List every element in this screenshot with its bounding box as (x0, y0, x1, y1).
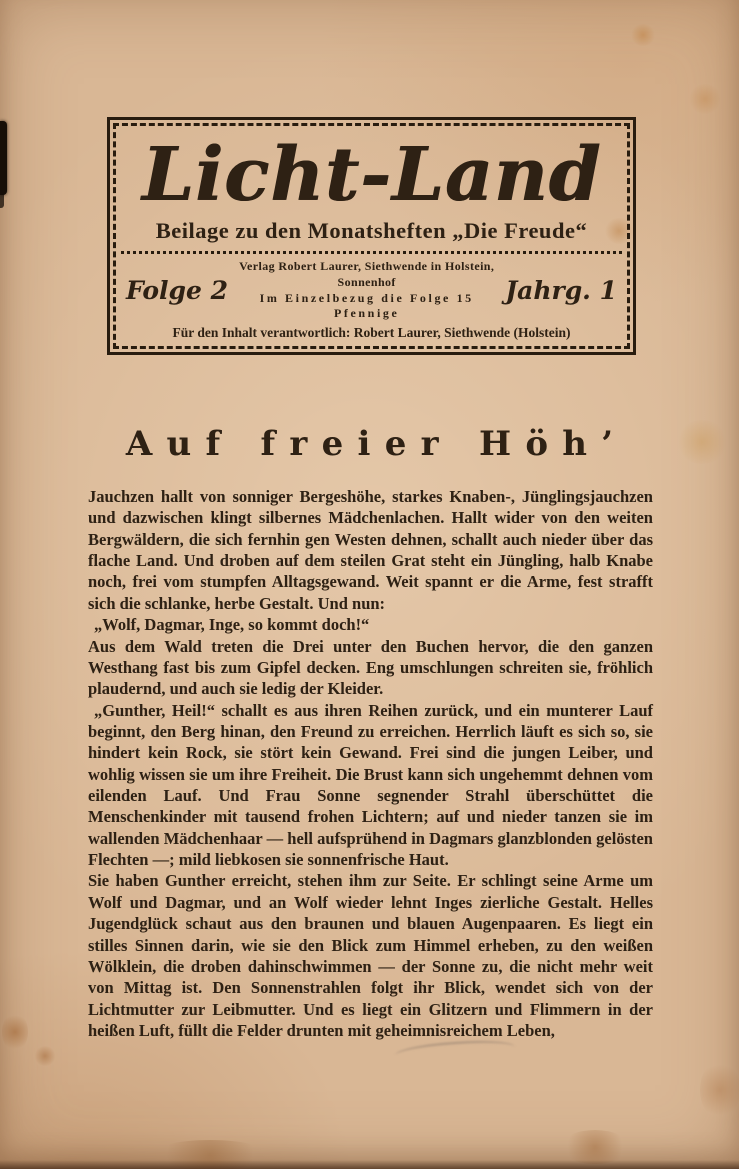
article-body (88, 486, 653, 1041)
paragraph: Aus dem Wald treten die Drei unter den Buchen hervor, die den ganzen Westhang fast bis zum Gipfel decken. Eng umschlungen schreiten sie, fröhlich plaudernd, und auch sie ledig der Kleider. (88, 636, 653, 699)
paragraph-dialog: „Wolf, Dagmar, Inge, so kommt doch!“ (94, 615, 370, 635)
publication-title: Licht-Land (141, 132, 602, 218)
paragraph: Sie haben Gunther erreicht, stehen ihm zur Seite. Er schlingt seine Arme um Wolf und Dagmar, und an Wolf wieder lehnt Inges zierliche Gestalt. Helles Jugendglück schaut aus den braunen und blauen Augenpaaren. Es liegt ein stilles Sinnen darin, wie sie den Blick zum Himmel erheben, zu den weißen Wölklein, die droben dahinschwimmen — der Sonne zu, die nicht mehr weit von Mittag ist. Den Sonnenstrahlen folgt ihr Blick, wendet sich von der Lichtmutter zur Leibmutter. Und es liegt ein Glitzern und Flimmern in der heißen Luft, füllt die Felder drunten mit geheimnisreichem Leben, (88, 871, 653, 1040)
paper-stain (688, 84, 722, 114)
dotted-divider (121, 251, 622, 254)
publisher-line: Verlag Robert Laurer, Siethwende in Holstein, Sonnenhof (239, 259, 495, 289)
paper-stain (700, 1060, 739, 1120)
volume-number: Jahrg. 1 (505, 276, 617, 306)
price-line: Im Einzelbezug die Folge 15 Pfennige (259, 290, 474, 321)
left-edge-ink-mark (0, 121, 7, 195)
publication-subtitle: Beilage zu den Monatsheften „Die Freude“ (155, 217, 588, 243)
masthead-info-row (126, 259, 617, 321)
paragraph: Jauchzen hallt von sonniger Bergeshöhe, starkes Knaben-, Jünglingsjauchzen und dazwischen klingt silbernes Mädchenlachen. Hallt wider von den weiten Bergwäldern, die sich fernhin gen Westen dehnen, schallt auch nieder über das flache Land. Und droben auf dem steilen Grat steht ein Jüngling, halb Knabe noch, frei vom stumpfen Alltagsgewand. Weit spannt er die Arme, fest strafft sich die schlanke, herbe Gestalt. Und nun: (88, 487, 653, 613)
masthead-box (107, 117, 636, 355)
paper-stain (560, 1130, 630, 1164)
article-title: Auf freier Höh’ (125, 424, 628, 464)
issue-number: Folge 2 (126, 276, 229, 306)
paragraph: „Gunther, Heil!“ schallt es aus ihren Reihen zurück, und ein munterer Lauf beginnt, den Berg hinan, den Freund zu erreichen. Herrlich läuft es sich so, sie hindert kein Rock, sie stört kein Gewand. Frei sind die jungen Leiber, und wohlig wissen sie um ihre Freiheit. Die Brust kann sich ungehemmt dehnen vom eilenden Lauf. Und Frau Sonne segnender Strahl überschüttet die Menschenkinder mit tausend frohen Lichtern; auf und nieder tanzen sie im wallenden Mädchenhaar — hell aufsprühend in Dagmars glanzblonden gelösten Flechten —; mild liebkosen sie sonnenfrische Haut. (88, 700, 653, 870)
page-bottom-shadow (0, 1160, 739, 1169)
paper-stain (2, 1012, 28, 1052)
left-edge-ink-mark (0, 190, 4, 208)
paper-stain (630, 24, 656, 46)
paper-stain (34, 1046, 56, 1066)
responsibility-line: Für den Inhalt verantwortlich: Robert Laurer, Siethwende (Holstein) (172, 324, 571, 340)
masthead-inner-frame (113, 123, 630, 349)
publisher-block (228, 259, 505, 321)
pencil-mark (395, 1038, 516, 1064)
